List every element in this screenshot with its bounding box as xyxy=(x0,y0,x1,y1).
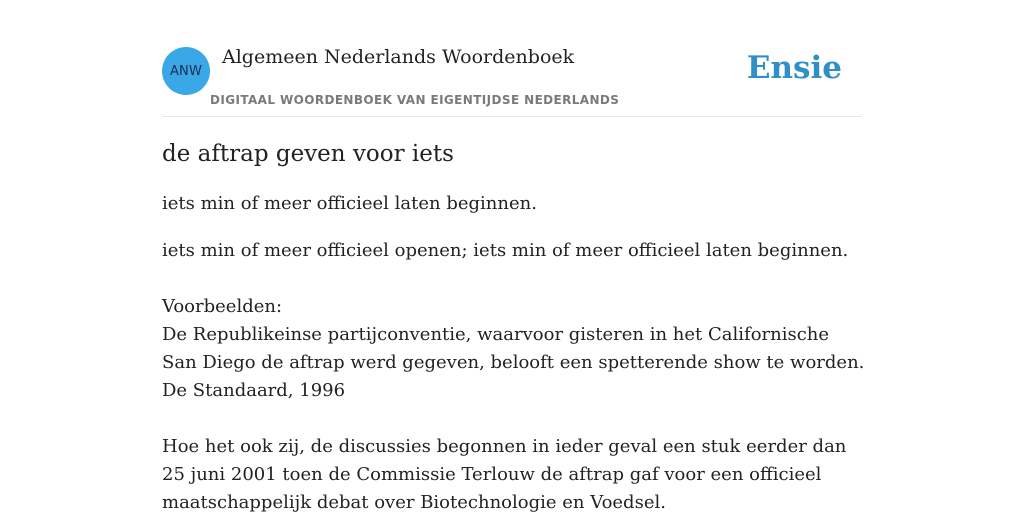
site-header xyxy=(162,46,862,117)
short-definition: iets min of meer officieel laten beginnen. xyxy=(162,193,537,214)
examples-label: Voorbeelden: xyxy=(162,296,283,317)
logo-text: ANW xyxy=(169,63,203,79)
entry-content xyxy=(162,138,867,512)
example-text: Hoe het ook zij, de discussies begonnen in ieder geval een stuk eerder dan 25 juni 2001 toen de Commissie Terlouw de aftrap gaf voor een officieel maatschappelijk debat over Biotechnologie en Voedsel. xyxy=(162,436,847,512)
spacer xyxy=(162,405,867,433)
entry-title: de aftrap geven voor iets xyxy=(162,141,454,167)
site-title[interactable]: Algemeen Nederlands Woordenboek xyxy=(222,46,575,68)
definition-text: iets min of meer officieel openen; iets min of meer officieel laten beginnen. xyxy=(162,240,849,261)
ensie-brand-logo[interactable]: Ensie xyxy=(746,50,842,86)
example-text: De Republikeinse partijconventie, waarvoor gisteren in het Californische San Diego de aftrap werd gegeven, belooft een spetterende show te worden. xyxy=(162,324,865,373)
anw-logo[interactable] xyxy=(162,47,210,95)
site-subtitle: DIGITAAL WOORDENBOEK VAN EIGENTIJDSE NEDERLANDS xyxy=(210,93,620,107)
example-source: De Standaard, 1996 xyxy=(162,380,346,401)
full-definition-block xyxy=(162,237,867,512)
spacer xyxy=(162,265,867,293)
